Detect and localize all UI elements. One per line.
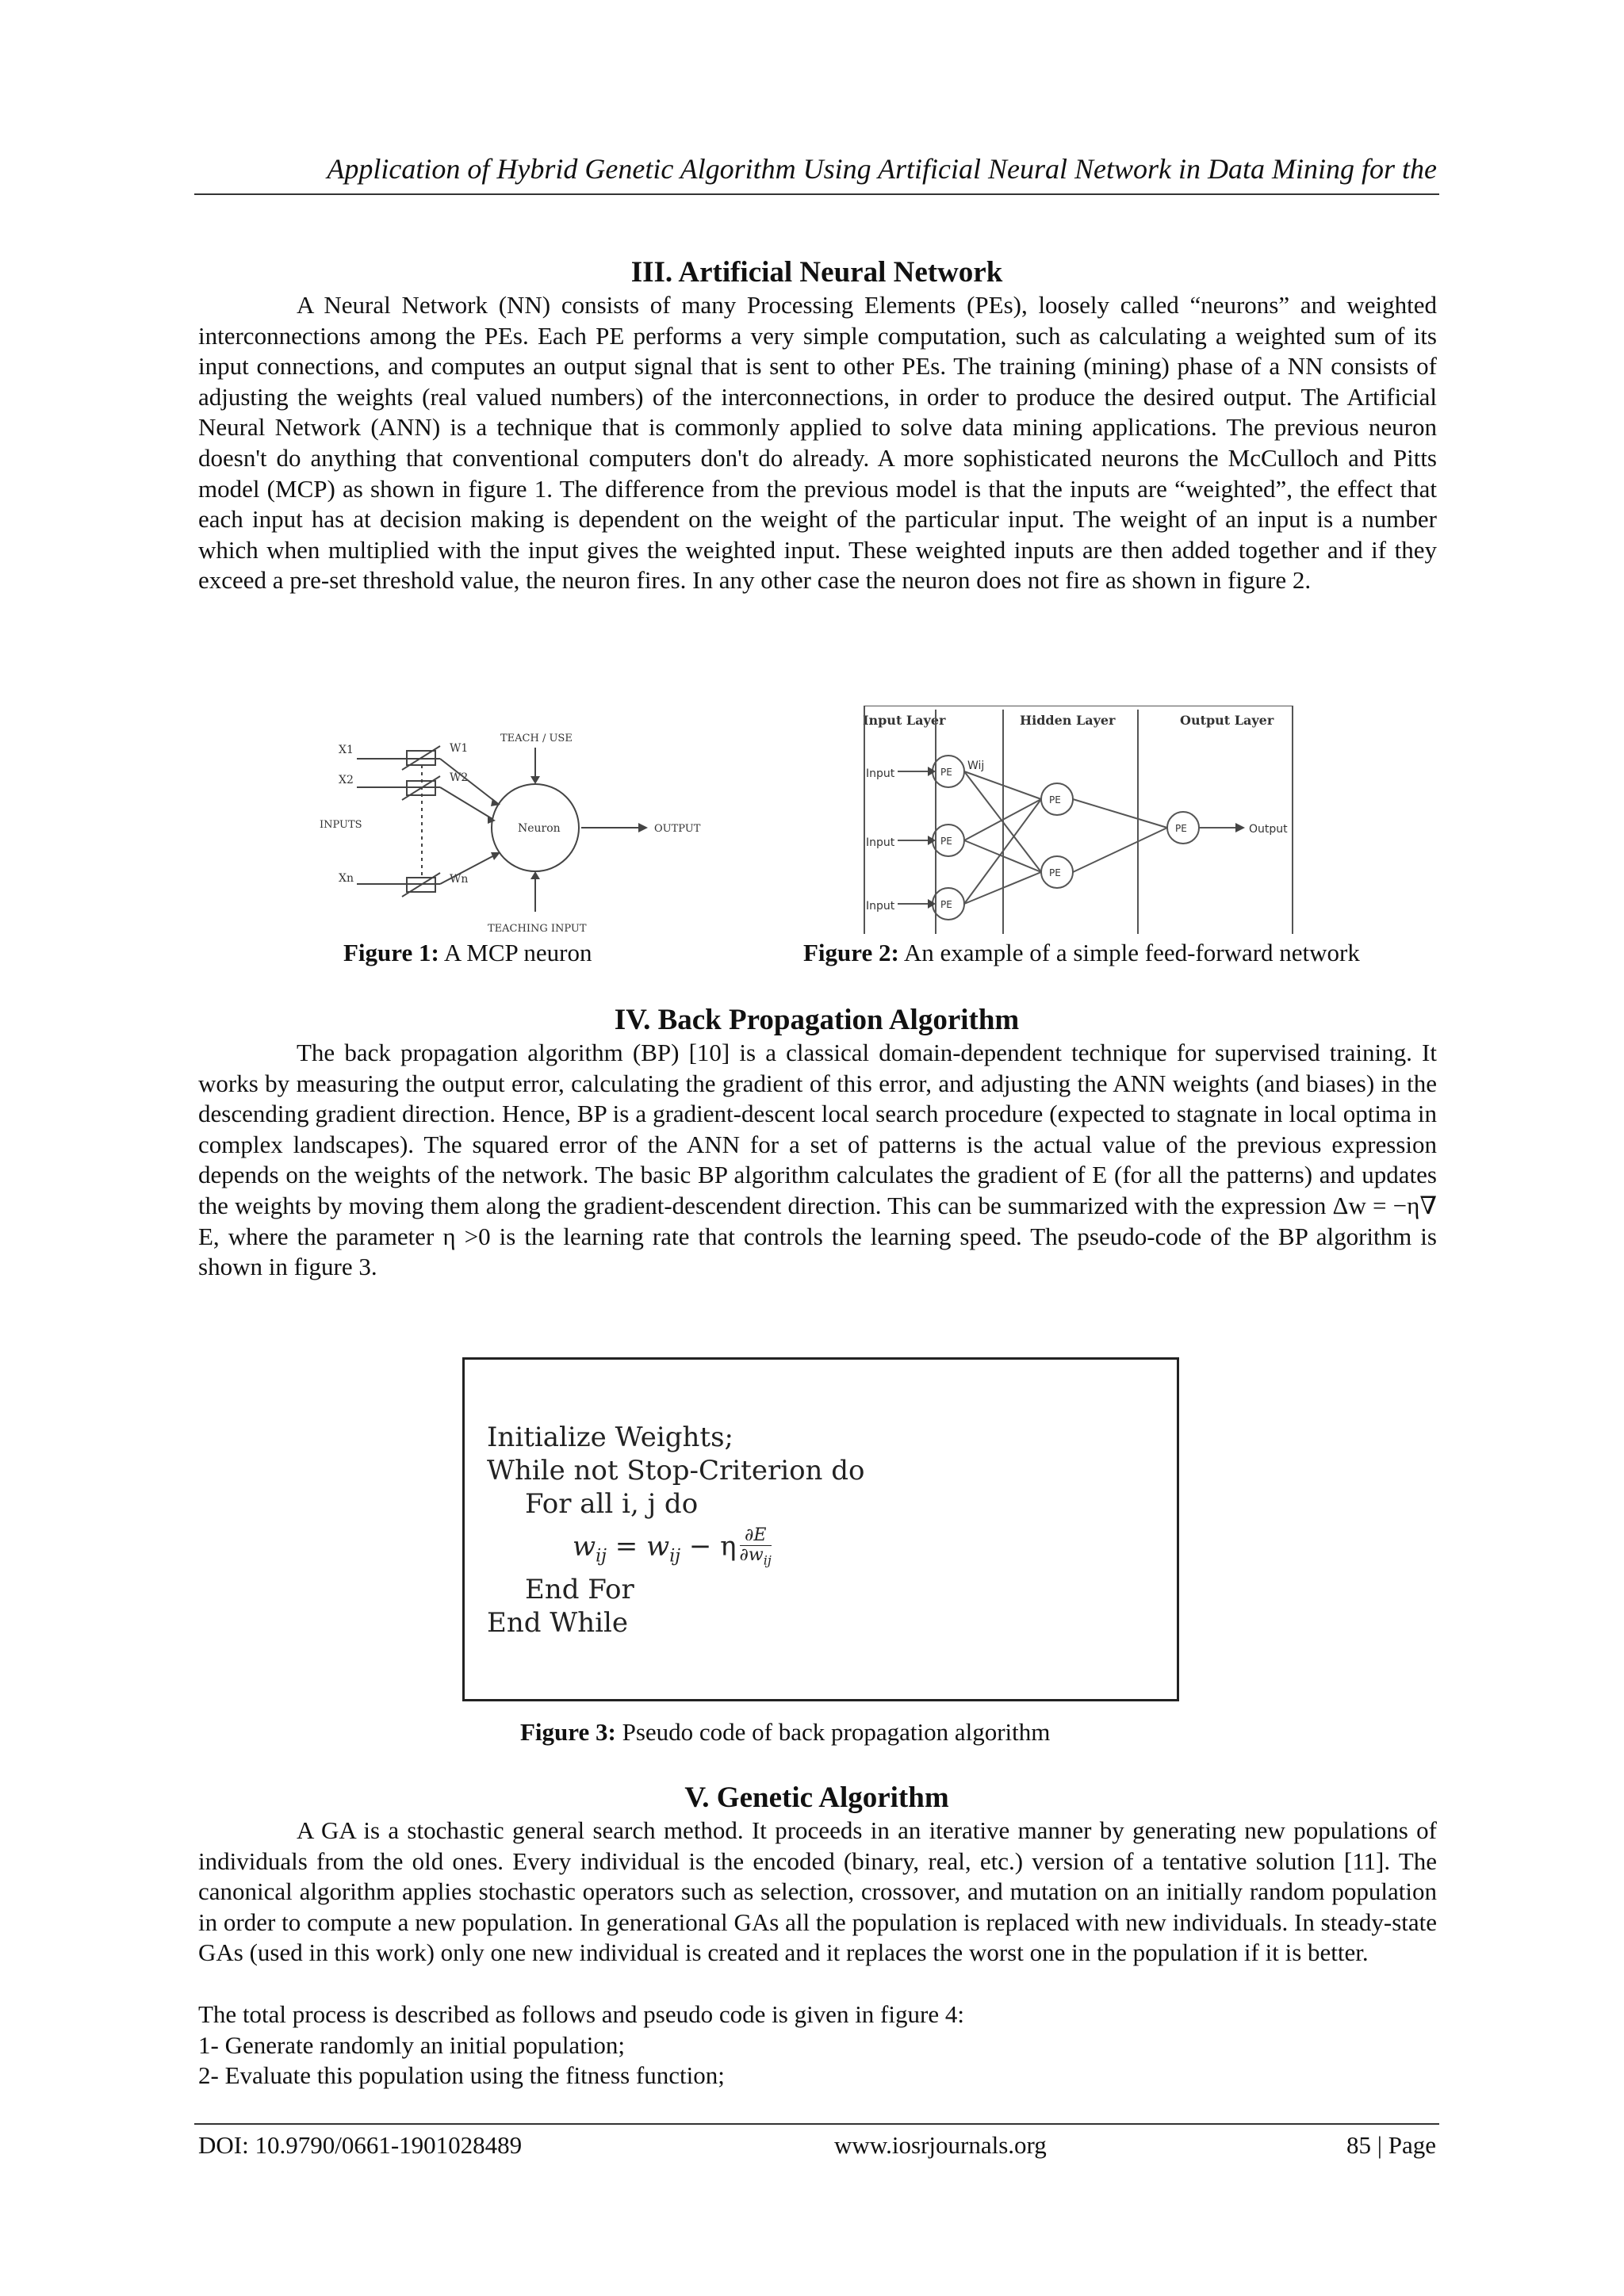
section-heading-bp: IV. Back Propagation Algorithm xyxy=(614,1004,1020,1036)
code-line-initialize: Initialize Weights; xyxy=(487,1422,733,1453)
code-line-end-while: End While xyxy=(487,1607,629,1639)
ga-step-1: 1- Generate randomly an initial population; xyxy=(198,2030,626,2059)
fig2-pe-hidden-1: PE xyxy=(1049,794,1061,806)
fig2-pe-input-3: PE xyxy=(940,899,952,910)
formula-lhs-sub: ij xyxy=(596,1546,607,1567)
code-line-while: While not Stop-Criterion do xyxy=(487,1455,865,1487)
ga-paragraph: A GA is a stochastic general search method. It proceeds in an iterative manner by generating new populations of individuals from the old ones. Every individual is the encoded (binary, real, etc.) version of a tentative solution [11]. The canonical algorithm applies stochastic operators such as selection, crossover, and mutation on an initially random population in order to compute a new population. In generational GAs all the population is replaced with new individuals. In steady-state GAs (used in this work) only one new individual is created and it replaces the worst one in the population if it is better. xyxy=(198,1816,1437,1967)
footer-rule xyxy=(194,2123,1439,2125)
formula-eta: − η xyxy=(680,1530,737,1563)
fig1-w1-label: W1 xyxy=(450,742,469,755)
figure-1-mcp-neuron xyxy=(313,718,726,939)
footer-site: www.iosrjournals.org xyxy=(834,2131,1047,2159)
fig1-w2-label: W2 xyxy=(450,771,469,784)
fig2-pe-output: PE xyxy=(1175,823,1187,834)
fig2-pe-input-2: PE xyxy=(940,836,952,847)
figure-1-caption-label: Figure 1: xyxy=(343,939,439,966)
figure-2-caption-text: An example of a simple feed-forward network xyxy=(898,939,1360,966)
bp-paragraph: The back propagation algorithm (BP) [10] is a classical domain-dependent technique for supervised training. It works by measuring the output error, calculating the gradient of this error, and adjusting the ANN weights (and biases) in the descending gradient direction. Hence, BP is a gradient-descent local search procedure (expected to stagnate in local optima in complex landscapes). The squared error of the ANN for a set of patterns is the actual value of the previous expression depends on the weights of the network. The basic BP algorithm calculates the gradient of E (for all the patterns) and updates the weights by moving them along the gradient-descendent direction. This can be summarized with the expression Δw = −η∇ E, where the parameter η >0 is the learning rate that controls the learning speed. The pseudo-code of the BP algorithm is shown in figure 3. xyxy=(198,1039,1437,1281)
code-line-update-formula xyxy=(573,1526,772,1570)
ga-process-list xyxy=(198,1999,1437,2091)
figure-3-caption-label: Figure 3: xyxy=(520,1718,616,1746)
figure-2-caption-label: Figure 2: xyxy=(803,939,899,966)
fig1-teach-use-label: TEACH / USE xyxy=(500,733,573,744)
formula-denominator-text: ∂w xyxy=(739,1545,764,1565)
fig2-pe-input-1: PE xyxy=(940,767,952,778)
ga-step-2: 2- Evaluate this population using the fitness function; xyxy=(198,2061,725,2090)
fig2-input-layer-label: Input Layer xyxy=(863,713,946,728)
formula-numerator: ∂E xyxy=(740,1526,772,1546)
ga-intro: The total process is described as follows and pseudo code is given in figure 4: xyxy=(198,2000,964,2028)
fig2-input-1-label: Input xyxy=(866,767,895,780)
code-line-end-for: End For xyxy=(525,1574,634,1605)
figure-3-pseudocode-box xyxy=(462,1357,1179,1701)
fig1-teaching-input-label: TEACHING INPUT xyxy=(488,923,587,935)
figure-1-caption-text: A MCP neuron xyxy=(439,939,592,966)
figure-3-caption xyxy=(520,1718,1050,1747)
formula-mid: = w xyxy=(606,1530,670,1563)
figure-2-feedforward-network xyxy=(856,706,1300,943)
figure-2-caption xyxy=(803,939,1360,967)
ann-paragraph: A Neural Network (NN) consists of many Processing Elements (PEs), loosely called “neurons” and weighted interconnections among the PEs. Each PE performs a very simple computation, such as calculating a weighted sum of its input connections, and computes an output signal that is sent to other PEs. The training (mining) phase of a NN consists of adjusting the weights (real valued numbers) of the interconnections, in order to produce the desired output. The Artificial Neural Network (ANN) is a technique that is commonly applied to solve data mining applications. The previous neuron doesn't do anything that conventional computers don't do already. A more sophisticated neurons the McCulloch and Pitts model (MCP) as shown in figure 1. The difference from the previous model is that the inputs are “weighted”, the effect that each input has at decision making is dependent on the weight of the particular input. The weight of an input is a number which when multiplied with the input gives the weighted input. These weighted inputs are then added together and if they exceed a pre-set threshold value, the neuron fires. In any other case the neuron does not fire as shown in figure 2. xyxy=(198,291,1437,595)
header-rule xyxy=(194,193,1439,195)
code-line-for: For all i, j do xyxy=(525,1488,699,1520)
fig2-input-2-label: Input xyxy=(866,836,895,849)
footer-doi: DOI: 10.9790/0661-1901028489 xyxy=(198,2131,523,2159)
fig1-xn-label: Xn xyxy=(339,872,354,885)
figure-1-caption xyxy=(343,939,592,967)
section-heading-ann: III. Artificial Neural Network xyxy=(630,256,1003,289)
fig2-output-label: Output xyxy=(1249,823,1288,836)
fig2-pe-hidden-2: PE xyxy=(1049,867,1061,878)
fig2-output-layer-label: Output Layer xyxy=(1180,713,1274,728)
fig2-hidden-layer-label: Hidden Layer xyxy=(1020,713,1116,728)
running-header: Application of Hybrid Genetic Algorithm Using Artificial Neural Network in Data Mining for the xyxy=(327,153,1437,185)
fig1-x2-label: X2 xyxy=(339,774,354,786)
footer-page-number: 85 | Page xyxy=(1346,2131,1436,2159)
section-heading-ga: V. Genetic Algorithm xyxy=(684,1781,949,1814)
fig1-x1-label: X1 xyxy=(339,744,354,756)
figure-3-caption-text: Pseudo code of back propagation algorithm xyxy=(615,1718,1051,1746)
formula-denominator-sub: ij xyxy=(763,1552,772,1568)
fig1-inputs-label: INPUTS xyxy=(320,819,362,831)
formula-denominator xyxy=(740,1546,772,1570)
formula-fraction xyxy=(740,1526,772,1570)
formula-lhs: w xyxy=(573,1530,596,1563)
fig1-output-label: OUTPUT xyxy=(654,823,701,835)
fig2-input-3-label: Input xyxy=(866,900,895,913)
formula-mid-sub: ij xyxy=(669,1546,681,1567)
fig2-wij-label: Wij xyxy=(967,760,985,772)
fig1-neuron-label: Neuron xyxy=(518,822,561,835)
fig1-wn-label: Wn xyxy=(450,873,469,886)
